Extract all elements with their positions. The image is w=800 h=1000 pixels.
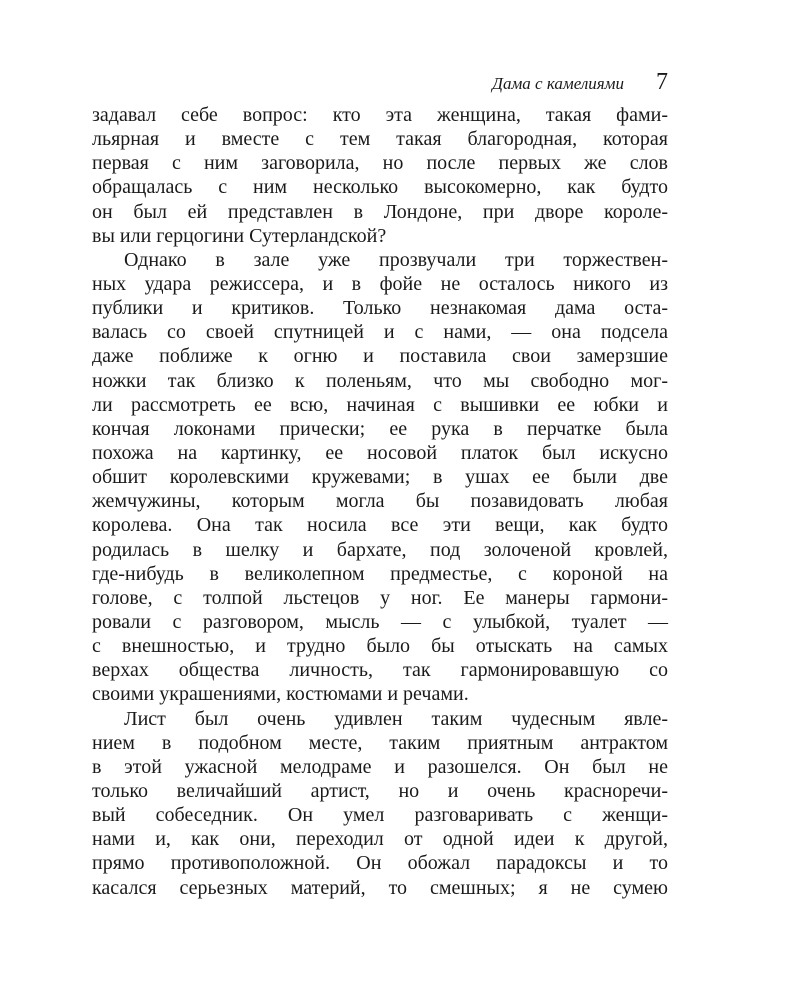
text-line: публики и критиков. Только незнакомая дама оста- <box>92 297 668 320</box>
text-line: нием в подобном месте, таким приятным антрактом <box>92 731 668 754</box>
page-number: 7 <box>656 69 668 95</box>
text-line: своими украшениями, костюмами и речами. <box>92 683 469 706</box>
text-line: задавал себе вопрос: кто эта женщина, такая фами- <box>92 104 668 126</box>
text-line: льярная и вместе с тем такая благородная, которая <box>92 128 668 151</box>
text-line: ных удара режиссера, и в фойе не осталось никого из <box>92 272 668 295</box>
text-line: Однако в зале уже прозвучали три торжествен- <box>124 248 668 271</box>
text-line: с внешностью, и трудно было бы отыскать на самых <box>92 635 668 658</box>
text-line: кончая локонами прически; ее рука в перчатке была <box>92 417 668 440</box>
text-line: ли рассмотреть ее всю, начиная с вышивки ее юбки и <box>92 393 668 416</box>
text-line: голове, с толпой льстецов у ног. Ее манеры гармони- <box>92 586 668 609</box>
text-line: вый собеседник. Он умел разговаривать с женщи- <box>92 804 668 827</box>
text-line: ножки так близко к поленьям, что мы свободно мог- <box>92 369 668 392</box>
text-line: только величайший артист, но и очень красноречи- <box>92 779 668 802</box>
running-head <box>92 68 668 98</box>
text-line: в этой ужасной мелодраме и разошелся. Он был не <box>92 755 668 778</box>
text-line: где-нибудь в великолепном предместье, с короной на <box>92 562 668 585</box>
text-line: первая с ним заговорила, но после первых же слов <box>92 152 668 175</box>
text-line: даже поближе к огню и поставила свои замерзшие <box>92 345 668 368</box>
text-line: жемчужины, которым могла бы позавидовать любая <box>92 490 668 513</box>
text-line: касался серьезных материй, то смешных; я не сумею <box>92 876 668 899</box>
text-line: обращалась с ним несколько высокомерно, как будто <box>92 176 668 199</box>
text-line: он был ей представлен в Лондоне, при дворе короле- <box>92 200 668 223</box>
text-line: верхах общества личность, так гармонировавшую со <box>92 659 668 682</box>
text-line: ровали с разговором, мысль — с улыбкой, туалет — <box>92 610 668 633</box>
text-line: королева. Она так носила все эти вещи, как будто <box>92 514 668 537</box>
text-line: прямо противоположной. Он обожал парадоксы и то <box>92 852 668 875</box>
text-line: обшит королевскими кружевами; в ушах ее были две <box>92 466 668 489</box>
running-title: Дама с камелиями <box>492 74 624 93</box>
text-line: похожа на картинку, ее носовой платок был искусно <box>92 441 668 464</box>
body-text <box>92 103 668 900</box>
text-line: валась со своей спутницей и с нами, — она подсела <box>92 321 668 344</box>
text-line: нами и, как они, переходил от одной идеи к другой, <box>92 828 668 851</box>
text-line: Лист был очень удивлен таким чудесным явле- <box>124 707 668 730</box>
text-line: вы или герцогини Сутерландской? <box>92 224 387 247</box>
text-line: родилась в шелку и бархате, под золоченой кровлей, <box>92 538 668 561</box>
